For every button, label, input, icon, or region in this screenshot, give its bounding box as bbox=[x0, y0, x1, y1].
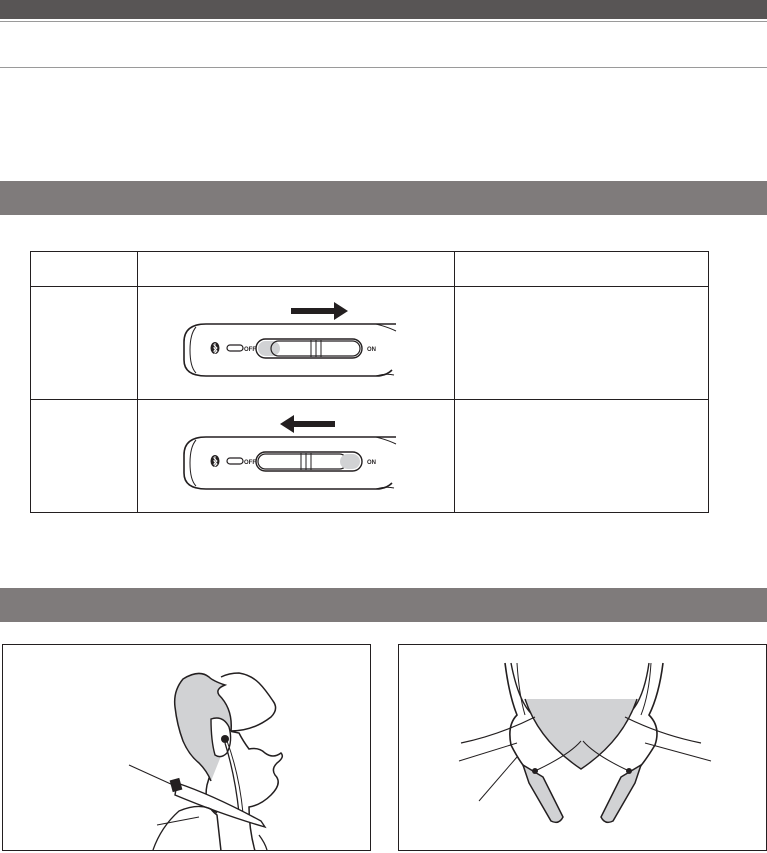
top-header-bar bbox=[0, 0, 767, 19]
wearing-front-view-illustration bbox=[398, 644, 767, 851]
header-cell-mode bbox=[31, 252, 138, 287]
row-label-off bbox=[31, 400, 138, 513]
switch-illustration-cell bbox=[138, 400, 455, 513]
front-view-drawing bbox=[399, 645, 766, 850]
table-row bbox=[31, 400, 709, 513]
row-result-on bbox=[455, 287, 709, 400]
side-view-drawing bbox=[3, 645, 370, 850]
table-row bbox=[31, 287, 709, 400]
sub-rule bbox=[0, 67, 767, 68]
wearing-side-view-illustration bbox=[2, 644, 371, 851]
on-label: ON bbox=[367, 460, 376, 466]
arrow-left-icon bbox=[280, 415, 335, 433]
header-cell-result bbox=[455, 252, 709, 287]
switch-on-illustration bbox=[138, 287, 454, 399]
row-label-on bbox=[31, 287, 138, 400]
on-label: ON bbox=[367, 347, 376, 353]
power-switch-table bbox=[30, 251, 709, 513]
off-label: OFF bbox=[244, 347, 256, 353]
row-result-off bbox=[455, 400, 709, 513]
bluetooth-icon bbox=[211, 342, 220, 354]
switch-illustration-cell bbox=[138, 287, 455, 400]
header-cell-operation bbox=[138, 252, 455, 287]
top-rule bbox=[0, 21, 767, 22]
section-bar-power bbox=[0, 181, 767, 215]
switch-off-drawing bbox=[138, 400, 454, 511]
off-label: OFF bbox=[244, 460, 256, 466]
arrow-right-icon bbox=[291, 302, 348, 320]
switch-on-drawing bbox=[138, 287, 454, 398]
bluetooth-icon bbox=[211, 455, 220, 467]
table-header-row bbox=[31, 252, 709, 287]
section-bar-wearing bbox=[0, 588, 767, 622]
switch-off-illustration bbox=[138, 400, 454, 512]
